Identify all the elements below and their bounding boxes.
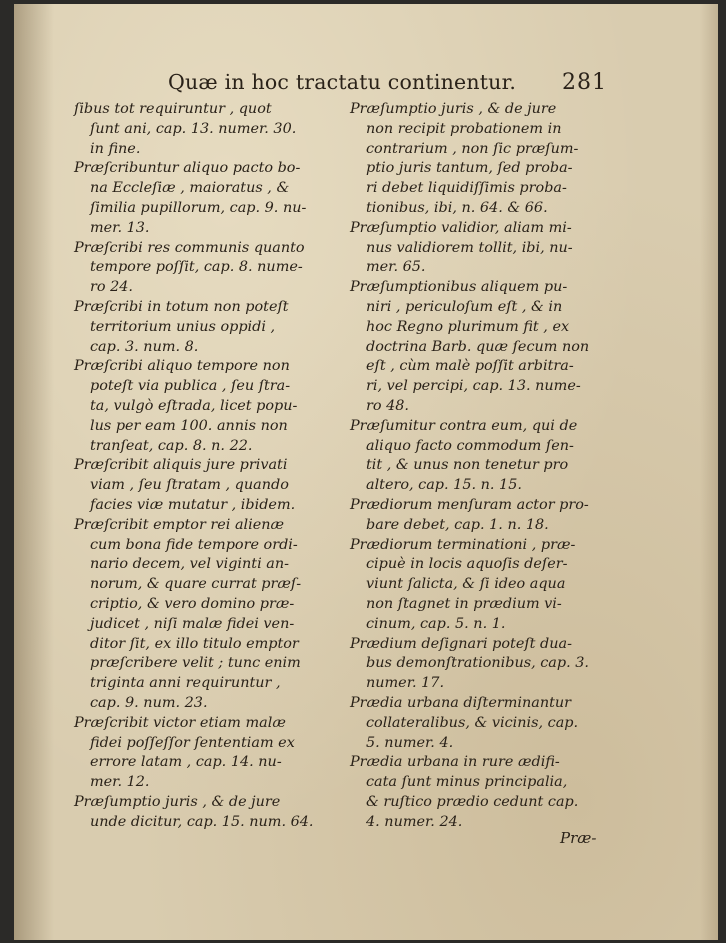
entry-line: Præſumptio juris , & de jure [74, 793, 281, 810]
entry-line: doctrina Barb. quæ ſecum non [366, 338, 590, 355]
entry-line: Prædium deſignari poteſt dua- [350, 635, 572, 652]
entry-line: tranſeat, cap. 8. n. 22. [90, 437, 253, 454]
entry-line: ſunt ani, cap. 13. numer. 30. [90, 120, 297, 137]
entry-line: cap. 9. num. 23. [90, 694, 208, 711]
entry-line: Præſumptio validior, aliam mi- [350, 219, 572, 236]
entry-line: Præſcribi aliquo tempore non [74, 358, 290, 375]
entry-line: cap. 3. num. 8. [90, 338, 199, 355]
entry-line: tionibus, ibi, n. 64. & 66. [366, 199, 548, 216]
entry-line: 5. numer. 4. [366, 734, 454, 751]
index-entry [74, 456, 346, 515]
entry-line: cum bona fide tempore ordi- [90, 536, 298, 553]
index-entry [74, 793, 346, 833]
index-entry [74, 239, 346, 298]
entry-line: territorium unius oppidi , [90, 318, 276, 335]
entry-line: ſibus tot requiruntur , quot [74, 101, 272, 117]
index-entry [74, 100, 346, 159]
entry-line: ſimilia pupillorum, cap. 9. nu- [90, 199, 307, 216]
entry-line: ri debet liquidiſſimis proba- [366, 180, 567, 197]
entry-line: mer. 65. [366, 259, 426, 276]
index-entry [350, 219, 616, 278]
entry-line: Præſumitur contra eum, qui de [350, 417, 578, 434]
index-entry [74, 714, 346, 793]
index-entry [350, 753, 616, 832]
entry-line: poteſt via publica , ſeu ſtra- [90, 378, 291, 395]
entry-line: collateralibus, & vicinis, cap. [366, 714, 579, 731]
entry-line: triginta anni requiruntur , [90, 675, 281, 692]
entry-line: criptio, & vero domino præ- [90, 595, 295, 612]
index-entry [350, 417, 616, 496]
index-entry [74, 357, 346, 456]
gutter-shadow [14, 4, 54, 940]
entry-line: nario decem, vel viginti an- [90, 556, 289, 573]
entry-line: cata ſunt minus principalia, [366, 774, 568, 791]
entry-line: Præſcribit aliquis jure privati [74, 457, 288, 474]
entry-line: viunt ſalicta, & ſi ideo aqua [366, 576, 566, 593]
index-entry [74, 159, 346, 238]
index-entry [350, 635, 616, 694]
entry-line: eſt , cùm malè poſſit arbitra- [366, 358, 574, 375]
entry-line: Præſumptio juris , & de jure [350, 101, 557, 117]
entry-line: Prædia urbana in rure ædifi- [350, 754, 560, 771]
entry-line: niri , periculoſum eſt , & in [366, 298, 563, 315]
entry-line: tempore poſſit, cap. 8. nume- [90, 259, 303, 276]
index-entry [74, 298, 346, 357]
entry-line: Præſcribi in totum non poteſt [74, 298, 289, 315]
entry-line: ro 24. [90, 279, 134, 296]
entry-line: & ruſtico prædio cedunt cap. [366, 793, 579, 810]
entry-line: norum, & quare currat præſ- [90, 576, 302, 593]
entry-line: bus demonſtrationibus, cap. 3. [366, 655, 589, 672]
entry-line: altero, cap. 15. n. 15. [366, 477, 522, 494]
entry-line: præſcribere velit ; tunc enim [90, 655, 301, 672]
entry-line: mer. 12. [90, 774, 150, 791]
entry-line: Præſcribit victor etiam malæ [74, 714, 286, 731]
entry-line: lus per eam 100. annis non [90, 417, 288, 434]
entry-line: bare debet, cap. 1. n. 18. [366, 516, 549, 533]
index-entry [350, 496, 616, 536]
entry-line: Præſumptionibus aliquem pu- [350, 279, 568, 296]
index-entry [350, 536, 616, 635]
entry-line: ptio juris tantum, ſed proba- [366, 160, 573, 177]
entry-line: mer. 13. [90, 219, 150, 236]
entry-line: ta, vulgò eſtrada, licet popu- [90, 397, 298, 414]
entry-line: Prædia urbana diſterminantur [350, 694, 572, 711]
entry-line: tit , & unus non tenetur pro [366, 457, 569, 474]
entry-line: cinum, cap. 5. n. 1. [366, 615, 506, 632]
entry-line: Prædiorum terminationi , præ- [350, 536, 576, 553]
entry-line: ri, vel percipi, cap. 13. nume- [366, 378, 581, 395]
index-column-right [350, 100, 616, 832]
entry-line: cipuè in locis aquoſis deſer- [366, 556, 568, 573]
entry-line: aliquo facto commodum ſen- [366, 437, 574, 454]
entry-line: unde dicitur, cap. 15. num. 64. [90, 813, 314, 830]
page-edge [700, 4, 718, 940]
entry-line: Præſcribi res communis quanto [74, 239, 305, 256]
entry-line: fidei poſſeſſor ſententiam ex [90, 734, 295, 751]
entry-line: Præſcribit emptor rei alienæ [74, 516, 285, 533]
entry-line: in fine. [90, 140, 141, 157]
entry-line: contrarium , non ſic præſum- [366, 140, 579, 157]
entry-line: ro 48. [366, 397, 410, 414]
entry-line: non recipit probationem in [366, 120, 562, 137]
entry-line: 4. numer. 24. [366, 813, 463, 830]
entry-line: ditor ſit, ex illo titulo emptor [90, 635, 299, 652]
running-head: Quæ in hoc tractatu continentur. [168, 70, 517, 94]
entry-line: viam , ſeu ſtratam , quando [90, 477, 289, 494]
index-column-left [74, 100, 346, 832]
entry-line: numer. 17. [366, 675, 445, 692]
entry-line: facies viæ mutatur , ibidem. [90, 496, 296, 513]
entry-line: errore latam , cap. 14. nu- [90, 754, 282, 771]
entry-line: non ſtagnet in prædium vi- [366, 595, 562, 612]
index-entry [350, 694, 616, 753]
entry-line: hoc Regno plurimum fit , ex [366, 318, 570, 335]
page-number: 281 [562, 70, 607, 95]
entry-line: judicet , niſi malæ fidei ven- [90, 615, 295, 632]
index-entry [74, 516, 346, 714]
entry-line: na Eccleſiæ , maioratus , & [90, 180, 290, 197]
index-entry [350, 278, 616, 417]
catchword: Præ- [560, 829, 597, 847]
entry-line: nus validiorem tollit, ibi, nu- [366, 239, 573, 256]
entry-line: Præſcribuntur aliquo pacto bo- [74, 160, 301, 177]
entry-line: Prædiorum menſuram actor pro- [350, 496, 589, 513]
index-entry [350, 100, 616, 219]
